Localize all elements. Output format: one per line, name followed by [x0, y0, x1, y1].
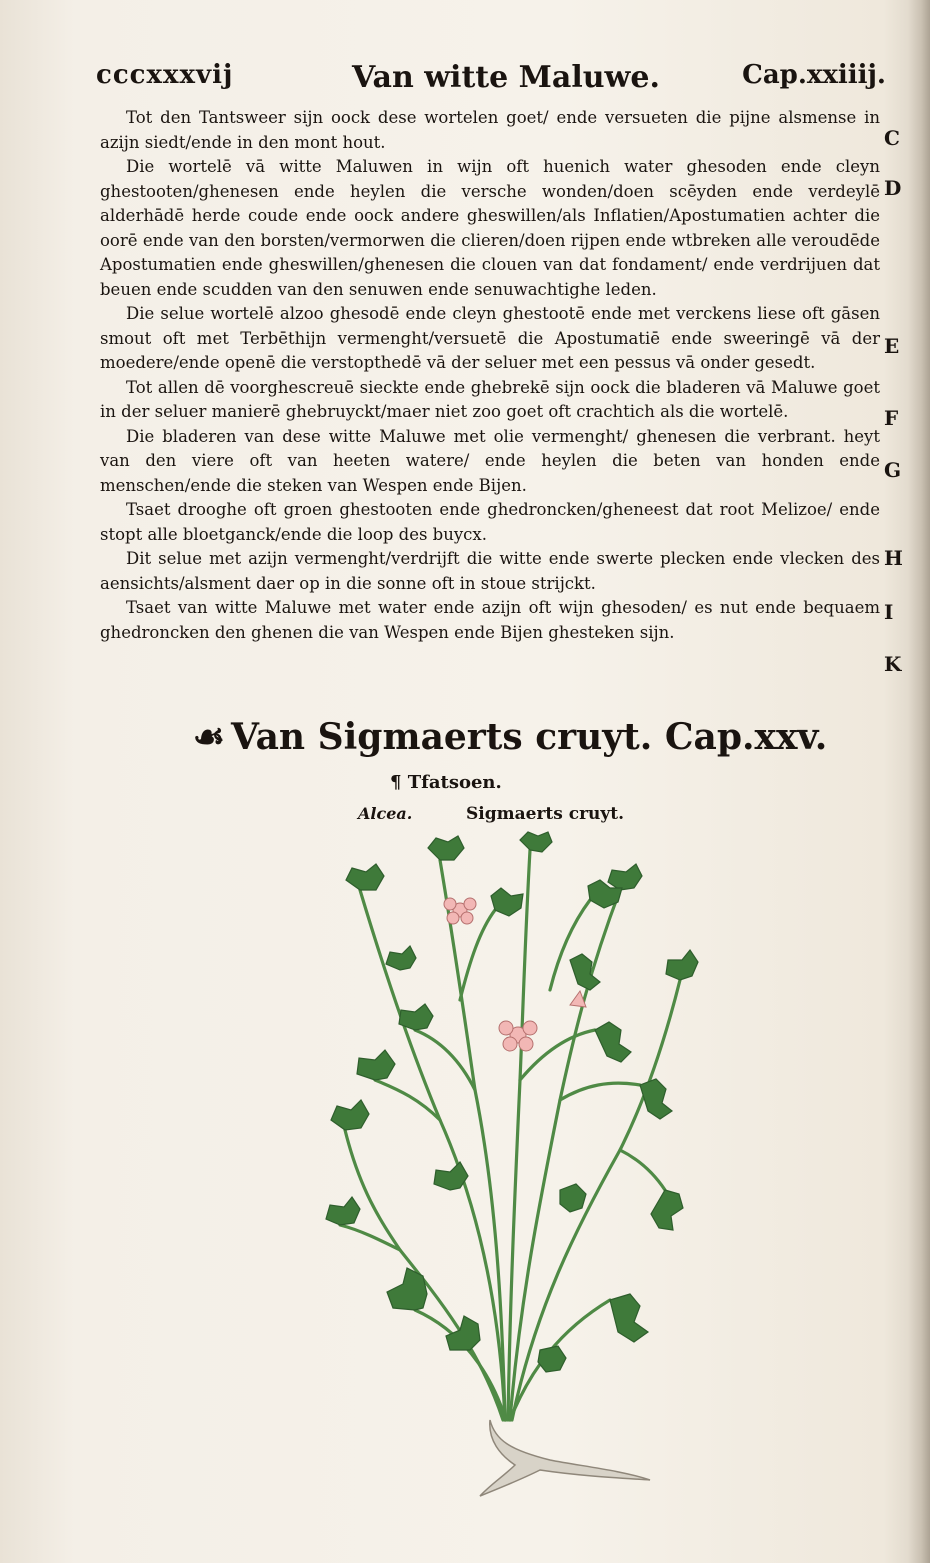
chapter-heading: [160, 716, 860, 758]
margin-letter: F: [884, 406, 899, 430]
body-text: [100, 106, 880, 645]
paragraph: Die bladeren van dese witte Maluwe met olie vermenght/ ghenesen die verbrant. heyt van den viere oft van heeten watere/ ende heylen die beten van honden ende menschen/ende die steken van Wespen ende Bijen.: [100, 426, 880, 495]
paragraph: Die wortelē vā witte Maluwen in wijn oft huenich water ghesoden ende cleyn ghestooten/ghenesen ende heylen die versche wonden/doen scēyden ende verdeylē alderhādē herde coude ende oock andere gheswillen/als Inflatien/Apostumatien achter die oorē ende van den borsten/vermorwen die clieren/doen rijpen ende wtbreken alle veroudēde Apostumatien ende gheswillen/ghenesen die clouen van dat fondament/ ende verdrijuen dat beuen ende scudden van den senuwen ende senuwachtighe leden.: [100, 157, 880, 299]
margin-letter: I: [884, 600, 894, 624]
plant-illustration: [320, 830, 700, 1510]
margin-letter: C: [884, 126, 900, 150]
running-header: [96, 60, 886, 104]
paragraph: Tsaet drooghe oft groen ghestooten ende ghedroncken/gheneest dat root Melizoe/ ende stopt alle bloetganck/ende die loop des buycx.: [100, 500, 880, 544]
margin-letter: K: [884, 652, 902, 676]
paragraph: Die selue wortelē alzoo ghesodē ende cleyn ghestootē ende met verckens liese oft gāsen smout oft met Terbēthijn vermenght/versuetē die Apostumatiē ende sweeringē vā der moedere/ende openē die verstopthedē vā der seluer met een pessus vā onder gesedt.: [100, 304, 880, 372]
margin-section-letters: [884, 106, 918, 706]
margin-letter: H: [884, 546, 903, 570]
paragraph: Dit selue met azijn vermenght/verdrijft die witte ende swerte plecken ende vlecken des aensichts/alsment daer op in die sonne oft in stoue strijckt.: [100, 549, 880, 593]
margin-letter: G: [884, 458, 902, 482]
figure-label-latin: Alcea.: [358, 804, 413, 823]
paragraph: Tot allen dē voorghescreuē sieckte ende ghebrekē sijn oock die bladeren vā Maluwe goet in der seluer manierē ghebruyckt/maer niet zoo goet oft crachtich als die wortelē.: [100, 377, 880, 421]
folio-number: cccxxxvij: [96, 60, 234, 90]
figure-label-dutch: Sigmaerts cruyt.: [466, 804, 625, 824]
margin-letter: D: [884, 176, 902, 200]
chapter-heading-text: Van Sigmaerts cruyt. Cap.xxv.: [230, 716, 828, 758]
chapter-number: Cap.xxiiij.: [742, 60, 886, 90]
margin-letter: E: [884, 334, 900, 358]
fleuron-icon: ☙: [192, 716, 225, 758]
running-title: Van witte Maluwe.: [352, 60, 660, 95]
paragraph: Tsaet van witte Maluwe met water ende azijn oft wijn ghesoden/ es nut ende bequaem ghedroncken den ghenen die van Wespen ende Bijen ghesteken sijn.: [100, 598, 880, 642]
root-icon: [480, 1420, 650, 1496]
figure-heading: ¶ Tfatsoen.: [390, 772, 502, 793]
paragraph: Tot den Tantsweer sijn oock dese wortelen goet/ ende versueten die pijne alsmense in azijn siedt/ende in den mont hout.: [100, 108, 880, 152]
